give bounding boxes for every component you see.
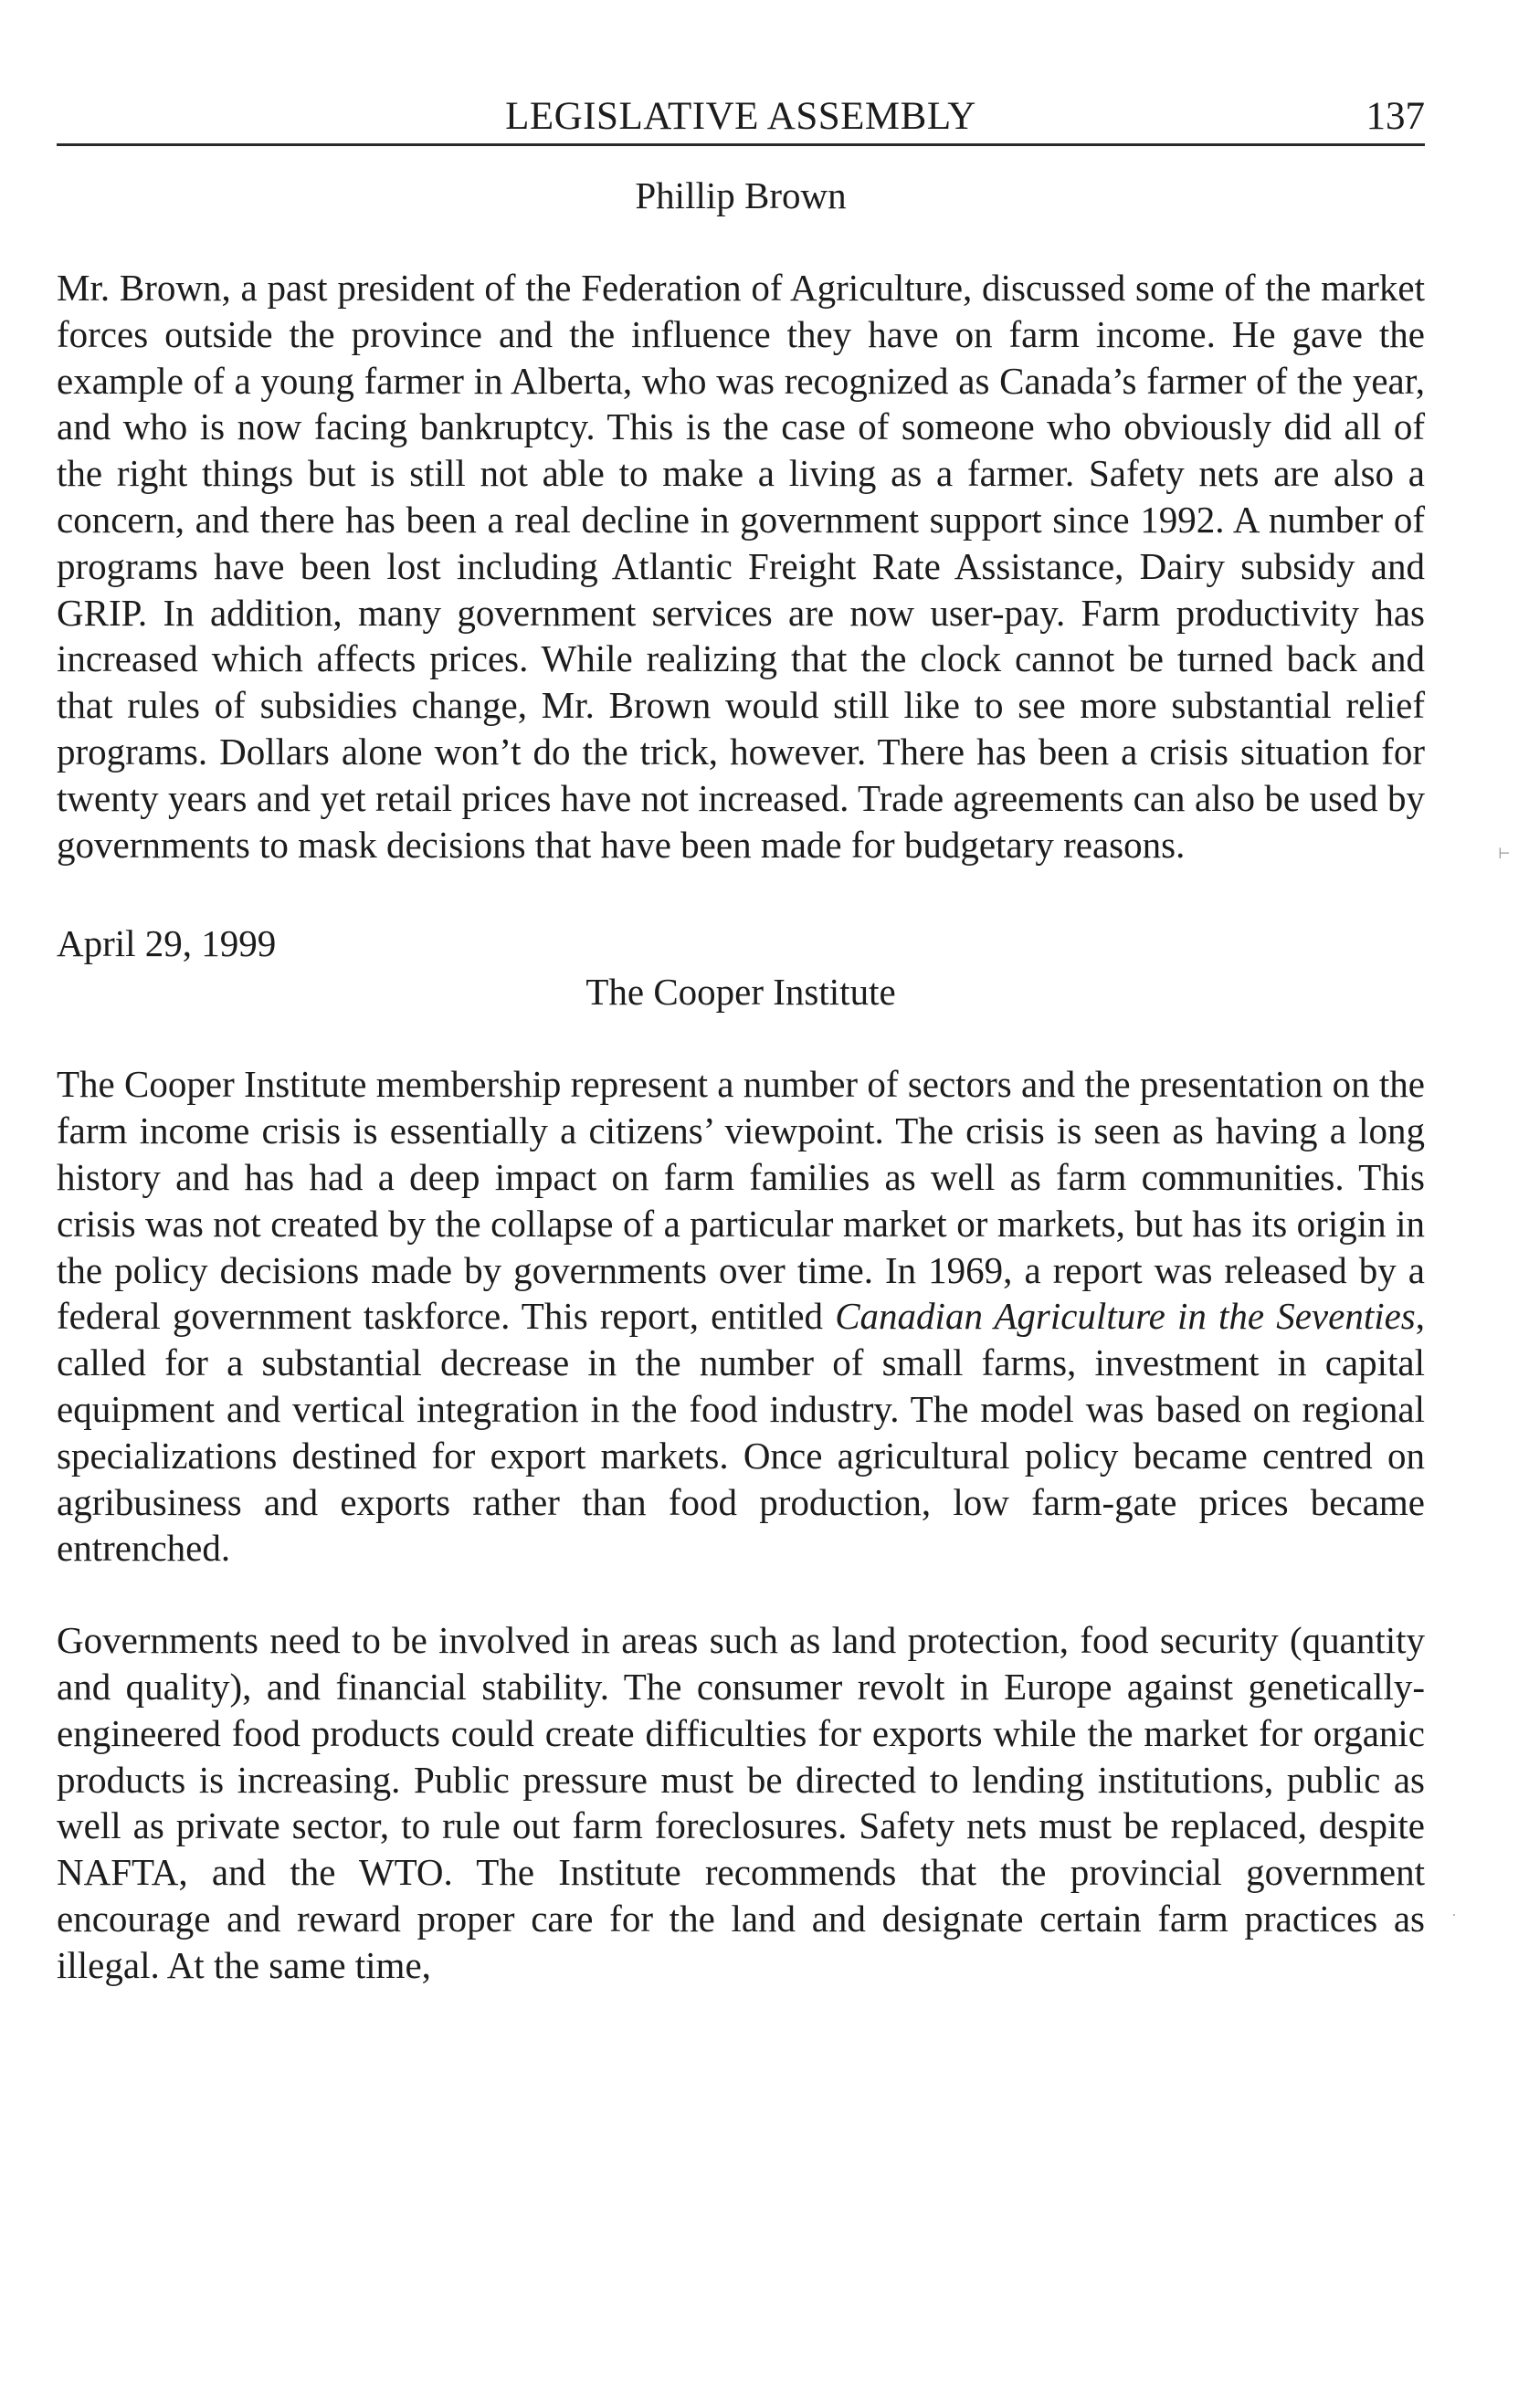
paragraph-text: The Cooper Institute membership represent a number of sectors and the presentation on the farm income crisis is essentially a citizens’ viewpoint. The crisis is seen as having a long history and has had a deep impact on farm families as well as farm communities. This crisis was not created by the collapse of a particular market or markets, but has its origin in the policy decisions made by governments over time. In 1969, a report was released by a federal government taskforce. This report, entitled [57, 1063, 1425, 1338]
paragraph-cooper-institute-2: Governments need to be involved in areas such as land protection, food security (quantity and quality), and financial stability. The consumer revolt in Europe against genetically-engineered food products could create difficulties for exports while the market for organic products is increasing. Public pressure must be directed to lending institutions, public as well as private sector, to rule out farm foreclosures. Safety nets must be replaced, despite NAFTA, and the WTO. The Institute recommends that the provincial government encourage and reward proper care for the land and designate certain farm practices as illegal. At the same time, [57, 1619, 1425, 1986]
report-title: Canadian Agriculture in the Seventies [835, 1295, 1416, 1338]
scan-speck-mark: . [1452, 1904, 1456, 1919]
scan-speck-mark: ⊢ [1498, 846, 1511, 862]
section-heading-phillip-brown: Phillip Brown [635, 174, 847, 216]
section-heading-cooper-institute: The Cooper Institute [585, 971, 896, 1014]
page-number: 137 [1366, 95, 1425, 138]
paragraph-text: , called for a substantial decrease in the number of small farms, investment in capital equipment and vertical integration in the food industry. The model was based on regional specializations destined for export markets. Once agricultural policy became centred on agribusiness and exports rather than food production, low farm-gate prices became entrenched. [57, 1295, 1426, 1570]
paragraph-cooper-institute-1 [57, 1061, 1425, 1572]
running-header [57, 87, 1425, 146]
paragraph-phillip-brown: Mr. Brown, a past president of the Federation of Agriculture, discussed some of the market forces outside the province and the influence they have on farm income. He gave the example of a young farmer in Alberta, who was recognized as Canada’s farmer of the year, and who is now facing bankruptcy. This is the case of someone who obviously did all of the right things but is still not able to make a living as a farmer. Safety nets are also a concern, and there has been a real decline in government support since 1992. A number of programs have been lost including Atlantic Freight Rate Assistance, Dairy subsidy and GRIP. In addition, many government services are now user-pay. Farm productivity has increased which affects prices. While realizing that the clock cannot be turned back and that rules of subsidies change, Mr. Brown would still like to see more substantial relief programs. Dollars alone won’t do the trick, however. There has been a crisis situation for twenty years and yet retail prices have not increased. Trade agreements can also be used by governments to mask decisions that have been made for budgetary reasons. [57, 267, 1425, 866]
document-page [57, 87, 1425, 1989]
header-title: LEGISLATIVE ASSEMBLY [505, 95, 976, 138]
meeting-date: April 29, 1999 [57, 922, 277, 965]
